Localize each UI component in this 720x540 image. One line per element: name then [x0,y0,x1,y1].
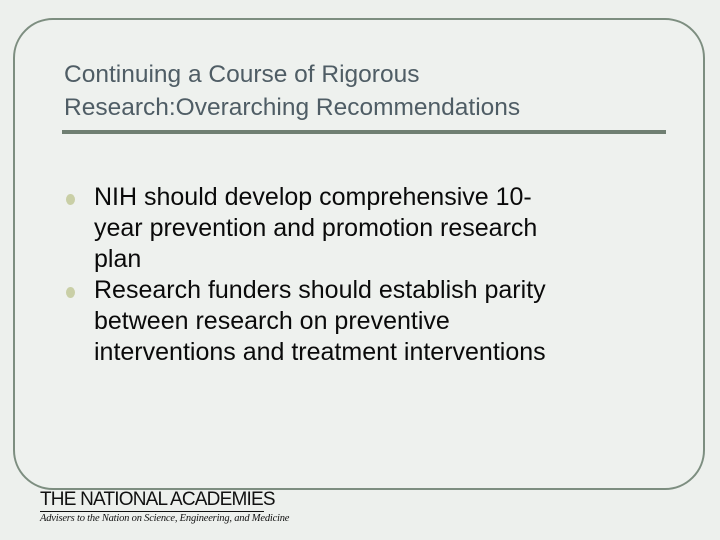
bullet-text-line: NIH should develop comprehensive 10- [94,183,532,211]
logo-main-text: THE NATIONAL ACADEMIES [40,489,275,510]
bullet-item [62,182,682,275]
bullet-dot-icon [66,194,75,205]
bullet-text-line: year prevention and promotion research [94,214,538,242]
bullet-dot-icon [66,287,75,298]
bullet-text-line: Research funders should establish parity [94,276,546,304]
slide-title [64,58,664,124]
bullet-list [62,182,682,368]
bullet-text-line: between research on preventive [94,307,450,335]
bullet-text-line: plan [94,245,142,273]
bullet-item [62,275,682,368]
national-academies-logo [40,489,290,530]
slide-title-line-1: Continuing a Course of Rigorous [64,61,420,88]
bullet-text-line: interventions and treatment interventions [94,338,546,366]
slide-title-line-2: Research:Overarching Recommendations [64,94,521,121]
logo-tagline: Advisers to the Nation on Science, Engineering, and Medicine [40,513,290,524]
title-divider [62,130,666,134]
